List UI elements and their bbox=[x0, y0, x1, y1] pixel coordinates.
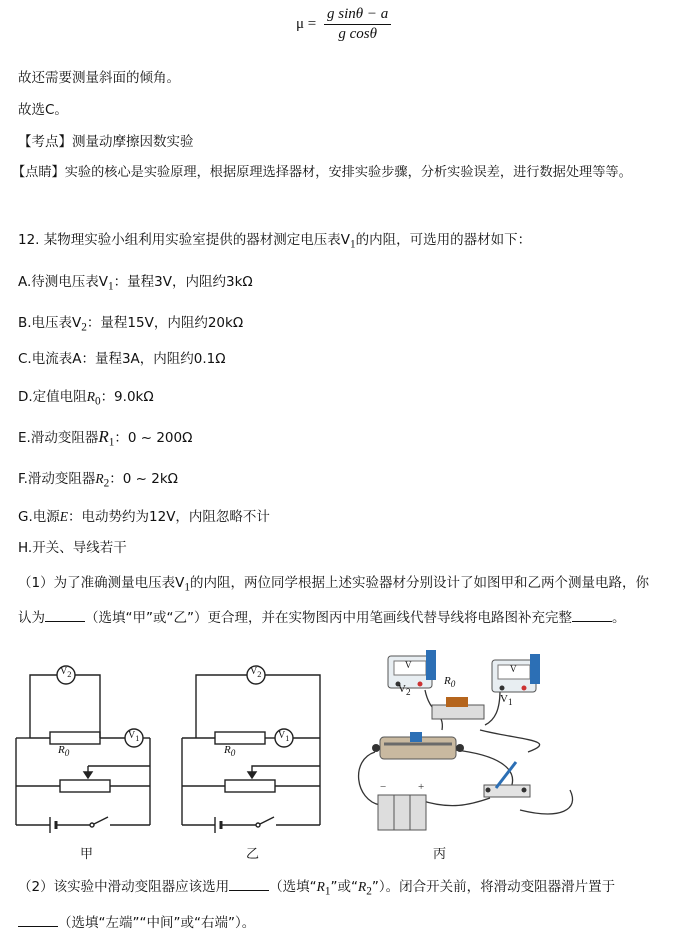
option-d-sub: 0 bbox=[94, 395, 101, 408]
answer-blank-4[interactable] bbox=[18, 914, 58, 927]
label-v1-jia-sym: V bbox=[128, 730, 136, 741]
option-g-sym: E bbox=[59, 509, 69, 524]
part2-r2-sub: 2 bbox=[366, 885, 372, 898]
formula-numerator: g sinθ − a bbox=[324, 6, 391, 25]
option-f-sub: 2 bbox=[103, 477, 110, 490]
part2-d: ”）。闭合开关前，将滑动变阻器滑片置于 bbox=[371, 879, 616, 895]
part1-e: 。 bbox=[611, 610, 626, 626]
rheostat-jia bbox=[60, 780, 110, 792]
option-b-post: ：量程15V，内阻约20kΩ bbox=[86, 315, 244, 331]
label-v1-bing bbox=[500, 693, 513, 707]
part1-a: （1）为了准确测量电压表V bbox=[18, 575, 185, 591]
label-v2-bing bbox=[398, 683, 411, 697]
option-e-sub: 1 bbox=[108, 436, 115, 449]
option-e-post: ：0 ~ 200Ω bbox=[114, 430, 193, 446]
q12-stem-b: 的内阻，可选用的器材如下： bbox=[355, 232, 532, 248]
part2-b: （选填“ bbox=[269, 879, 317, 895]
part2-r1-sub: 1 bbox=[324, 885, 331, 898]
label-v2-jia-sub: 2 bbox=[67, 670, 72, 679]
formula-denominator: g cosθ bbox=[338, 26, 377, 42]
resistor-r0-jia bbox=[50, 732, 100, 744]
label-v1-yi-sub: 1 bbox=[285, 734, 290, 743]
svg-text:−: − bbox=[380, 781, 387, 793]
friction-formula bbox=[296, 6, 391, 43]
svg-text:+: + bbox=[418, 781, 425, 793]
option-a-pre: A.待测电压表V bbox=[18, 274, 109, 290]
label-r0-yi-sym: R bbox=[224, 744, 231, 756]
label-r0-jia bbox=[58, 744, 69, 758]
part2-r2: R bbox=[357, 879, 367, 894]
text-line-3: 【考点】测量动摩擦因数实验 bbox=[18, 134, 194, 150]
label-v1-jia bbox=[128, 730, 139, 743]
label-v2-bing-sym: V bbox=[398, 683, 406, 695]
label-v2-yi-sub: 2 bbox=[257, 670, 262, 679]
caption-bing: 丙 bbox=[433, 847, 447, 862]
caption-yi: 乙 bbox=[246, 847, 260, 862]
part2-a: （2）该实验中滑动变阻器应该选用 bbox=[18, 879, 230, 895]
option-d-post: ：9.0kΩ bbox=[100, 389, 154, 405]
label-r0-yi-sub: 0 bbox=[230, 748, 236, 759]
part2-r1: R bbox=[316, 879, 325, 894]
option-g bbox=[18, 505, 270, 525]
option-g-pre: G.电源 bbox=[18, 509, 60, 525]
label-v1-bing-sub: 1 bbox=[507, 697, 513, 708]
part1-c: 认为 bbox=[18, 610, 45, 626]
label-meter-v1-face: V bbox=[510, 664, 517, 674]
label-r0-jia-sub: 0 bbox=[64, 748, 70, 759]
q12-stem bbox=[18, 228, 531, 251]
label-v1-yi-sym: V bbox=[278, 730, 286, 741]
label-v1-jia-sub: 1 bbox=[135, 734, 140, 743]
q12-stem-sub: 1 bbox=[350, 238, 356, 251]
label-r0-bing bbox=[444, 675, 455, 689]
text-line-1: 故还需要测量斜面的倾角。 bbox=[18, 70, 180, 86]
circuit-bing bbox=[359, 650, 573, 830]
option-b bbox=[18, 311, 243, 334]
answer-blank-1[interactable] bbox=[45, 609, 85, 622]
text-line-4: 【点睛】实验的核心是实验原理，根据原理选择器材，安排实验步骤，分析实验误差，进行数据处理等等。 bbox=[12, 165, 632, 180]
answer-blank-2[interactable] bbox=[572, 609, 612, 622]
resistor-r0-device bbox=[432, 697, 484, 719]
part2-c: ”或“ bbox=[330, 879, 358, 895]
part1-b: 的内阻，两位同学根据上述实验器材分别设计了如图甲和乙两个测量电路，你 bbox=[189, 575, 649, 591]
option-e-sym: R bbox=[98, 427, 109, 446]
resistor-r0-yi bbox=[215, 732, 265, 744]
battery-device bbox=[378, 781, 426, 830]
label-meter-v2-face: V bbox=[405, 660, 412, 670]
option-b-sub: 2 bbox=[81, 321, 87, 334]
option-d bbox=[18, 385, 154, 408]
part2-line-b bbox=[18, 911, 255, 931]
option-e-pre: E.滑动变阻器 bbox=[18, 430, 99, 446]
part2-line-a bbox=[18, 875, 615, 898]
option-a bbox=[18, 270, 253, 293]
label-v2-jia bbox=[60, 666, 71, 679]
meter-v2-device bbox=[388, 650, 436, 688]
caption-jia: 甲 bbox=[80, 847, 94, 862]
label-v2-bing-sub: 2 bbox=[405, 687, 411, 698]
label-v1-bing-sym: V bbox=[500, 693, 508, 705]
part1-line-a bbox=[18, 571, 649, 594]
option-d-sym: R bbox=[86, 389, 95, 404]
part1-sub: 1 bbox=[184, 581, 190, 594]
label-r0-jia-sym: R bbox=[58, 744, 65, 756]
rheostat-device bbox=[372, 732, 464, 759]
part1-line-b bbox=[18, 606, 625, 626]
option-b-pre: B.电压表V bbox=[18, 315, 82, 331]
label-v2-jia-sym: V bbox=[60, 666, 68, 677]
formula-lhs: μ = bbox=[296, 15, 317, 32]
answer-blank-3[interactable] bbox=[229, 878, 269, 891]
circuit-yi bbox=[182, 666, 320, 833]
option-e bbox=[18, 426, 192, 449]
label-r0-yi bbox=[224, 744, 235, 758]
option-a-sub: 1 bbox=[108, 280, 114, 293]
option-f-pre: F.滑动变阻器 bbox=[18, 471, 96, 487]
label-v2-yi bbox=[250, 666, 261, 679]
part2-e: （选填“左端”“中间”或“右端”）。 bbox=[58, 915, 256, 931]
option-h: H.开关、导线若干 bbox=[18, 540, 127, 556]
circuit-figures bbox=[0, 640, 693, 870]
q12-stem-a: 12. 某物理实验小组利用实验室提供的器材测定电压表V bbox=[18, 232, 350, 248]
option-f-post: ：0 ~ 2kΩ bbox=[109, 471, 178, 487]
label-v1-yi bbox=[278, 730, 289, 743]
option-f bbox=[18, 467, 178, 490]
label-r0-bing-sym: R bbox=[444, 675, 451, 687]
label-v2-yi-sym: V bbox=[250, 666, 258, 677]
label-r0-bing-sub: 0 bbox=[450, 679, 456, 690]
formula-fraction bbox=[324, 6, 391, 43]
circuit-jia bbox=[16, 666, 150, 833]
option-f-sym: R bbox=[95, 471, 104, 486]
option-a-post: ：量程3V，内阻约3kΩ bbox=[113, 274, 253, 290]
option-g-post: ：电动势约为12V，内阻忽略不计 bbox=[68, 509, 270, 525]
text-line-2: 故选C。 bbox=[18, 102, 68, 118]
option-c: C.电流表A：量程3A，内阻约0.1Ω bbox=[18, 351, 226, 367]
part1-d: （选填“甲”或“乙”）更合理，并在实物图丙中用笔画线代替导线将电路图补充完整 bbox=[85, 610, 572, 626]
rheostat-yi bbox=[225, 780, 275, 792]
option-d-pre: D.定值电阻 bbox=[18, 389, 87, 405]
